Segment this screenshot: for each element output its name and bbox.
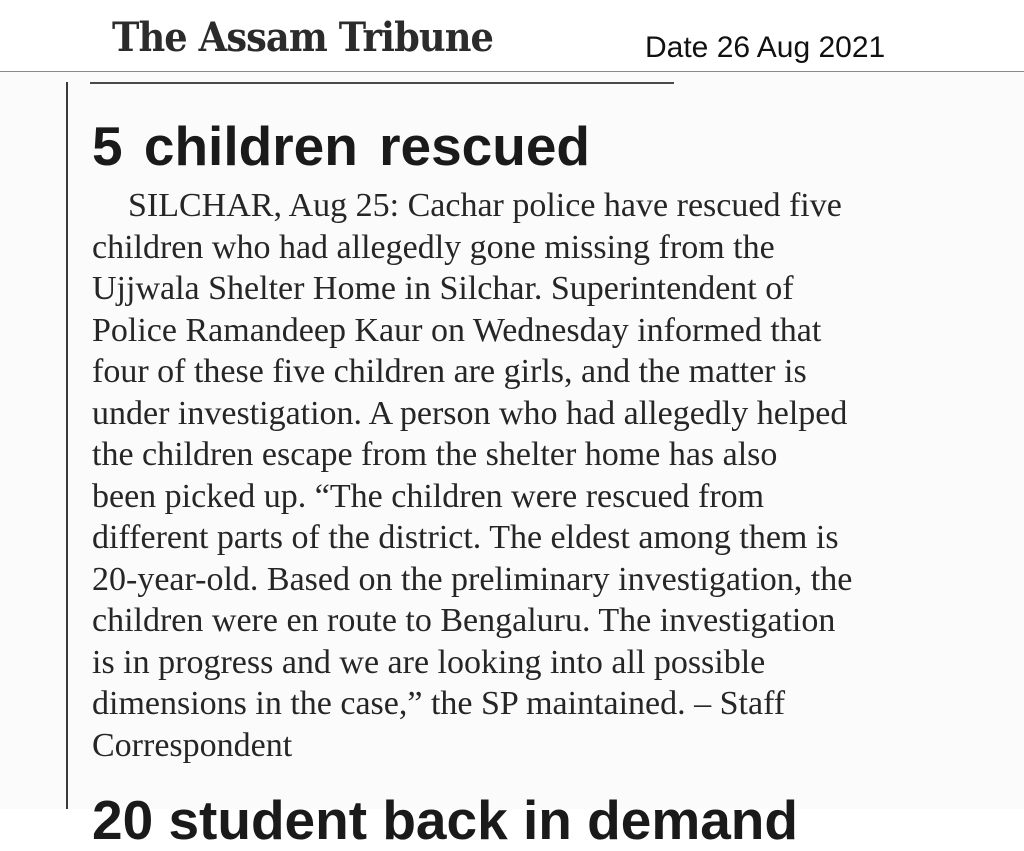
article-line: Police Ramandeep Kaur on Wednesday informed that [92, 311, 822, 349]
article-headline: 5 children rescued [92, 115, 591, 177]
article-line: is in progress and we are looking into all possible [92, 643, 766, 681]
clipping-date: Date 26 Aug 2021 [645, 31, 886, 64]
article-top-rule [90, 82, 674, 84]
next-article-headline-partial: 20 student back in demand [92, 789, 799, 851]
news-clipping [0, 72, 1024, 851]
article-line: Correspondent [92, 726, 293, 764]
article-line: children were en route to Bengaluru. The investigation [92, 602, 836, 639]
article-line: children who had allegedly gone missing from the [92, 228, 775, 266]
article-line: under investigation. A person who had allegedly helped [92, 394, 848, 432]
article-line: Ujjwala Shelter Home in Silchar. Superintendent of [92, 270, 794, 307]
article-line: the children escape from the shelter home has also [92, 436, 778, 473]
article-line: four of these five children are girls, and the matter is [92, 353, 807, 390]
column-divider [66, 82, 68, 809]
newspaper-logo: The Assam Tribune [112, 14, 494, 61]
article-body [92, 185, 992, 766]
article-line: SILCHAR, Aug 25: Cachar police have rescued five [128, 187, 842, 224]
article-line: different parts of the district. The eldest among them is [92, 519, 839, 556]
article-line: been picked up. “The children were rescued from [92, 477, 765, 515]
masthead [0, 0, 1024, 72]
article-line: 20-year-old. Based on the preliminary investigation, the [92, 560, 853, 598]
article-line: dimensions in the case,” the SP maintained. – Staff [92, 685, 786, 722]
